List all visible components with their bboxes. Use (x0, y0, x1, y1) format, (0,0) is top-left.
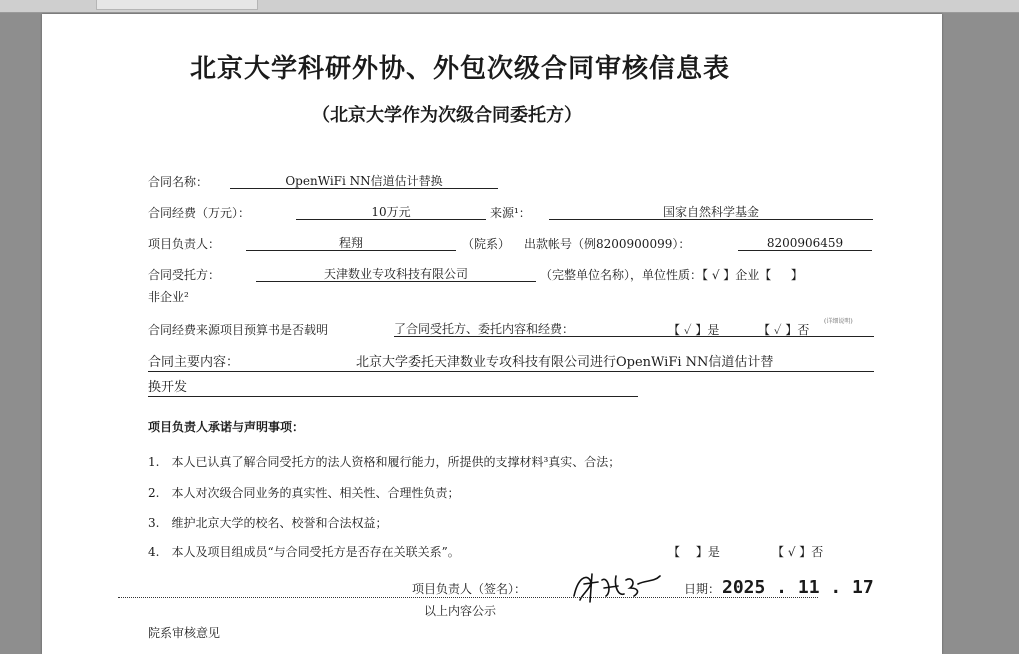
handwritten-signature (568, 566, 664, 606)
source-value: 国家自然科学基金 (549, 205, 873, 220)
page-subtitle: （北京大学作为次级合同委托方） (312, 105, 582, 126)
commit-item-2: 2. 本人对次级合同业务的真实性、相关性、合理性负责； (148, 486, 460, 500)
fee-label: 合同经费（万元）： (148, 206, 251, 220)
date-label: 日期： (684, 582, 721, 596)
account-label: 出款帐号（例8200900099）： (524, 237, 691, 251)
item4-no: 【 √ 】否 (772, 545, 824, 559)
page-title: 北京大学科研外协、外包次级合同审核信息表 (190, 54, 731, 84)
toolbar-tab[interactable] (96, 0, 258, 10)
non-enterprise-label: 非企业² (148, 290, 189, 304)
content-value-line2: 换开发 (148, 381, 638, 397)
commit-item-3: 3. 维护北京大学的校名、校誉和合法权益； (148, 516, 388, 530)
sign-label: 项目负责人（签名）： (412, 582, 527, 596)
public-divider (118, 597, 818, 598)
pi-label: 项目负责人： (148, 237, 221, 251)
dept-label: （院系） (462, 237, 511, 251)
dept-opinion-label: 院系审核意见 (148, 626, 221, 640)
trustee-value: 天津数业专攻科技有限公司 (256, 267, 536, 282)
contract-name-label: 合同名称： (148, 175, 209, 189)
trustee-label: 合同受托方： (148, 268, 221, 282)
pi-value: 程翔 (246, 236, 456, 251)
budget-yes: 【 ✓ 】是 (668, 323, 720, 337)
commit-item-4: 4. 本人及项目组成员“与合同受托方是否存在关联关系”。 (148, 545, 460, 559)
contract-name-value: OpenWiFi NN信道估计替换 (230, 174, 498, 189)
item4-yes: 【 】是 (668, 545, 720, 559)
content-value-line1: 北京大学委托天津数业专攻科技有限公司进行OpenWiFi NN信道估计替 (356, 355, 774, 370)
account-value: 8200906459 (738, 236, 872, 251)
viewer-toolbar (0, 0, 1019, 13)
public-note: 以上内容公示 (420, 604, 500, 618)
trustee-suffix: （完整单位名称），单位性质：【 √ 】企业【 】 (540, 268, 803, 282)
budget-no: 【 ✓ 】否 (758, 323, 810, 337)
commit-item-1: 1. 本人已认真了解合同受托方的法人资格和履行能力，所提供的支撑材料³真实、合法； (148, 455, 621, 469)
source-label: 来源¹： (490, 206, 531, 220)
budget-question-continued: 了合同受托方、委托内容和经费： (394, 322, 575, 336)
fee-value: 10万元 (296, 205, 486, 220)
commit-heading: 项目负责人承诺与声明事项： (148, 420, 305, 434)
date-value: 2025 . 11 . 17 (722, 577, 874, 598)
budget-tiny-note: (详细说明) (824, 318, 853, 325)
content-label: 合同主要内容： (148, 355, 240, 370)
budget-question: 合同经费来源项目预算书是否载明 (148, 323, 329, 337)
